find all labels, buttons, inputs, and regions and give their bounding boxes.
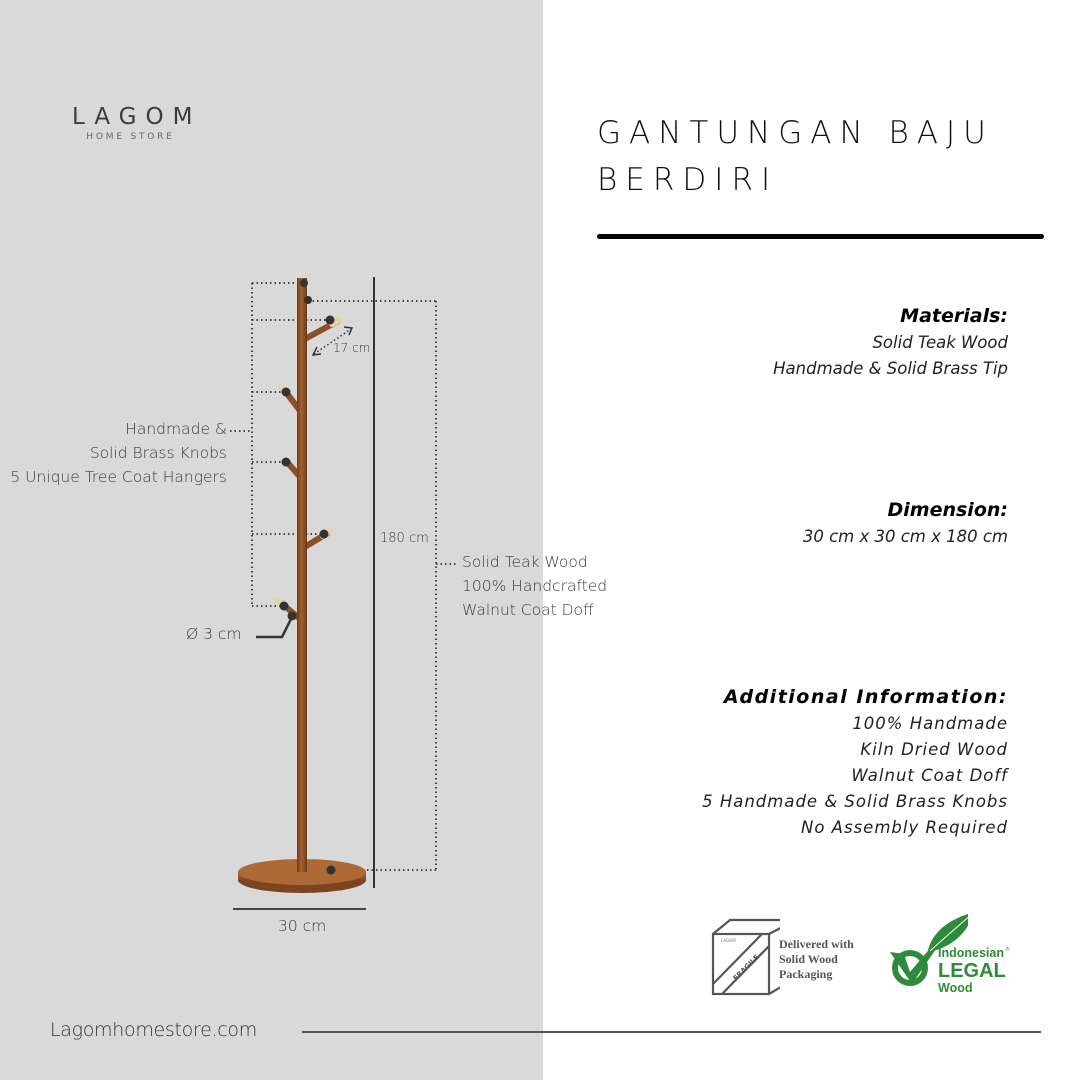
packaging-text: Delivered with Solid Wood Packaging — [779, 937, 854, 981]
materials-section: Materials: Solid Teak Wood Handmade & Solid Brass Tip — [773, 302, 1008, 382]
dimension-heading: Dimension: — [887, 499, 1008, 521]
branch-length-label: 17 cm — [333, 341, 371, 355]
svg-text:FRAGILE: FRAGILE — [731, 953, 761, 983]
materials-heading: Materials: — [900, 305, 1008, 327]
footer-divider — [302, 1031, 1041, 1033]
title-divider — [597, 234, 1044, 239]
dimension-section: Dimension: 30 cm x 30 cm x 180 cm — [803, 496, 1008, 550]
brand-tagline: HOME STORE — [86, 132, 175, 142]
brand-logo — [63, 104, 202, 142]
height-label: 180 cm — [380, 531, 429, 546]
legal-wood-badge — [888, 910, 1018, 1000]
fragile-box-icon — [710, 916, 780, 998]
website-link[interactable]: Lagomhomestore.com — [50, 1019, 257, 1041]
legal-wood-text: Indonesian LEGAL Wood — [938, 946, 1006, 995]
diameter-label: Ø 3 cm — [186, 625, 242, 643]
page-title: GANTUNGAN BAJU BERDIRI — [597, 115, 994, 198]
packaging-badge — [710, 916, 870, 998]
brand-name: LAGOM — [72, 104, 202, 130]
base-width-label: 30 cm — [278, 917, 327, 935]
body-annotation: Solid Teak Wood 100% Handcrafted Walnut Coat Doff — [462, 553, 608, 619]
svg-text:LAGOM: LAGOM — [721, 938, 736, 943]
knobs-annotation: Handmade & Solid Brass Knobs 5 Unique Tree Coat Hangers — [10, 420, 227, 486]
additional-info-section: Additional Information: 100% Handmade Kiln Dried Wood Walnut Coat Doff 5 Handmade & Solid Brass Knobs No Assembly Required — [702, 683, 1008, 841]
registered-mark: ® — [1005, 947, 1010, 953]
additional-info-heading: Additional Information: — [723, 686, 1008, 708]
